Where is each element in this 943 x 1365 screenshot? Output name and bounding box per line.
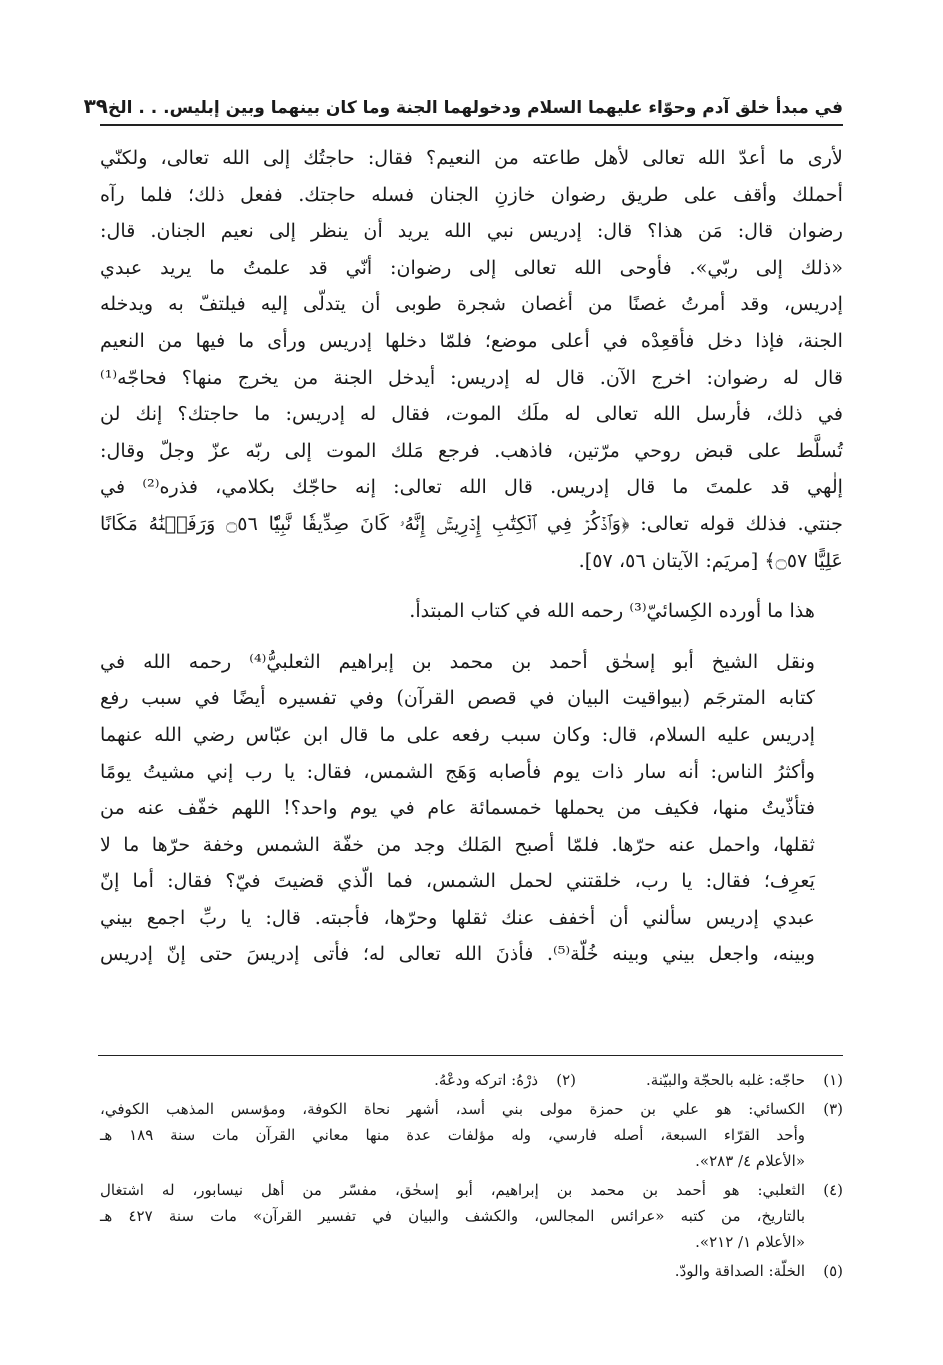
footnote-line: وأحد القرّاء السبعة، أصله فارسي، وله مؤلفات عدة منها معاني القرآن مات سنة ١٨٩ هـ <box>100 1126 805 1144</box>
text-line: كتابه المترجَم (بيواقيت البيان في قصص القرآن) وفي تفسيره أيضًا في سبب رفع <box>100 686 815 710</box>
paragraph-2 <box>100 593 843 630</box>
text-line: إلٰهي قد علمتَ ما قال إدريس. قال الله تعالى: إنه حاجّك بكلامي، فذره⁽²⁾ في <box>100 475 843 499</box>
footnote-number: (٢) <box>556 1071 576 1089</box>
text-line: الجنة، فإذا دخل فأقعِدْه في أعلى موضع؛ فلمّا دخلها إدريس ورأى ما فيها من النعيم <box>100 328 843 352</box>
footnote-text: حاجّه: غلبه بالحجّة والبيّنة. <box>646 1071 805 1089</box>
footnote-line: «الأعلام ١/ ٢١٢». <box>695 1233 805 1251</box>
footnote-line: الكسائي: هو علي بن حمزة مولى بني أسد، أشهر نحاة الكوفة، ومؤسس المذهب الكوفي، <box>100 1100 805 1118</box>
text-line: قال له رضوان: اخرج الآن. قال له إدريس: أيدخل الجنة من يخرج منها؟ فحاجّه⁽¹⁾ <box>100 365 843 389</box>
footnote-number: (١) <box>823 1071 843 1089</box>
footnote-5 <box>100 1258 843 1284</box>
text-line: إدريس، وقد أمرتُ غصنًا من أغصان شجرة طوبى أن يتدلّى إليه فيلتفّ به ويدخله <box>100 292 843 316</box>
quran-verse-line: جنتي. فذلك قوله تعالى: ﴿وَٱذۡكُرۡ فِي ٱلۡكِتَٰبِ إِدۡرِيسَۚ إِنَّهُۥ كَانَ صِدِّيقٗا نَّبِيّٗا ۝٥٦ وَرَفَعۡنَٰهُ مَكَانًا <box>100 511 843 535</box>
footnote-rule <box>98 1055 843 1056</box>
footnote-1 <box>646 1067 843 1093</box>
text-line: رضوان قال: مَن هذا؟ قال: إدريس نبي الله يريد أن ينظر إلى نعيم الجنان. قال: <box>100 219 843 243</box>
text-line: لأرى ما أعدّ الله تعالى لأهل طاعته من النعيم؟ فقال: حاجتُك إلى الله تعالى، ولكنّي <box>100 146 843 169</box>
footnote-3 <box>100 1096 843 1174</box>
footnote-number: (٥) <box>823 1262 843 1280</box>
text-line: ونقل الشيخ أبو إسحٰق أحمد بن محمد بن إبراهيم الثعلبيُّ⁽⁴⁾ رحمه الله في <box>100 649 816 673</box>
main-text <box>100 140 843 973</box>
text-line: أحملك وأقف على طريق رضوان خازنِ الجنان فسله حاجتك. ففعل ذلك؛ فلما رآه <box>100 182 843 206</box>
paragraph-3 <box>100 644 843 973</box>
text-line: تُسلَّط على قبض روحي مرّتين، فاذهب. فرجع مَلك الموت إلى ربّه عزّ وجلّ وقال: <box>100 438 843 462</box>
page-number: ٣٩ <box>83 94 108 118</box>
running-head <box>83 84 843 118</box>
footnote-2 <box>434 1067 576 1093</box>
text-line: إدريس عليه السلام، قال: وكان سبب رفعه على ما قال ابن عبّاس رضي الله عنهما <box>100 722 815 746</box>
footnote-number: (٤) <box>823 1181 843 1199</box>
text-line: هذا ما أورده الكِسائيّ⁽³⁾ رحمه الله في كتاب المبتدأ. <box>409 599 815 623</box>
text-line: ثقلها، واحمل عنه حرّها. فلمّا أصبح المَلك وجد من خفّة الشمس وخفة حرّها ما لا <box>100 832 815 856</box>
footnotes <box>100 1067 843 1287</box>
footnote-pair <box>100 1067 843 1096</box>
footnote-text <box>100 1096 805 1174</box>
text-line: وأكثرُ الناس: أنه سار ذات يوم فأصابه وَهَج الشمس، فقال: يا رب إني مشيتُ يومًا <box>100 759 815 783</box>
paragraph-1 <box>100 140 843 579</box>
text-line: في ذلك، فأرسل الله تعالى له ملَك الموت، فقال له إدريس: ما حاجتك؟ إنك لن <box>100 402 843 426</box>
text-line: «ذلك إلى ربّي». فأوحى الله تعالى إلى رضوان: أنّي قد علمتُ ما يريد عبدي <box>100 255 843 279</box>
quran-verse-line: عَلِيًّا ۝٥٧﴾ [مريَم: الآيتان ٥٦، ٥٧]. <box>578 548 843 572</box>
text-line: يَعرِف؛ فقال: يا رب، خلقتني لحمل الشمس، فما الّذي قضيتَ فيّ؟ فقال: أما إنّ <box>100 869 815 893</box>
footnote-text <box>100 1177 805 1255</box>
footnote-text: ذرْهُ: اتركه ودعْهُ. <box>434 1071 538 1089</box>
footnote-4 <box>100 1177 843 1255</box>
footnote-line: الثعلبي: هو أحمد بن محمد بن إبراهيم، أبو إسحٰق، مفسّر من أهل نيسابور، له اشتغال <box>100 1181 805 1199</box>
footnote-line: «الأعلام ٤/ ٢٨٣». <box>695 1152 805 1170</box>
footnote-line: بالتاريخ، من كتبه «عرائس المجالس، والكشف والبيان في تفسير القرآن» مات سنة ٤٢٧ هـ <box>100 1207 805 1225</box>
text-line: وبينه، واجعل بيني وبينه خُلّة⁽⁵⁾. فأذنَ الله تعالى له؛ فأتى إدريسَ حتى إنّ إدريس <box>100 942 815 966</box>
text-line: عبدي إدريس سألني أن أخفف عنك ثقلها وحرّها، فأجبته. قال: يا ربِّ اجمع بيني <box>100 905 815 929</box>
running-title: في مبدأ خلق آدم وحوّاء عليهما السلام ودخولهما الجنة وما كان بينهما وبين إبليس. . . الخ <box>108 98 843 118</box>
footnote-text: الخلّة: الصداقة والودّ. <box>674 1262 805 1280</box>
header-rule <box>100 124 843 126</box>
text-line: فتأذّيتُ منها، فكيف من يحملها خمسمائة عام في يوم واحد؟! اللهم خفّف عنه من <box>100 796 815 820</box>
footnote-number: (٣) <box>823 1100 843 1118</box>
